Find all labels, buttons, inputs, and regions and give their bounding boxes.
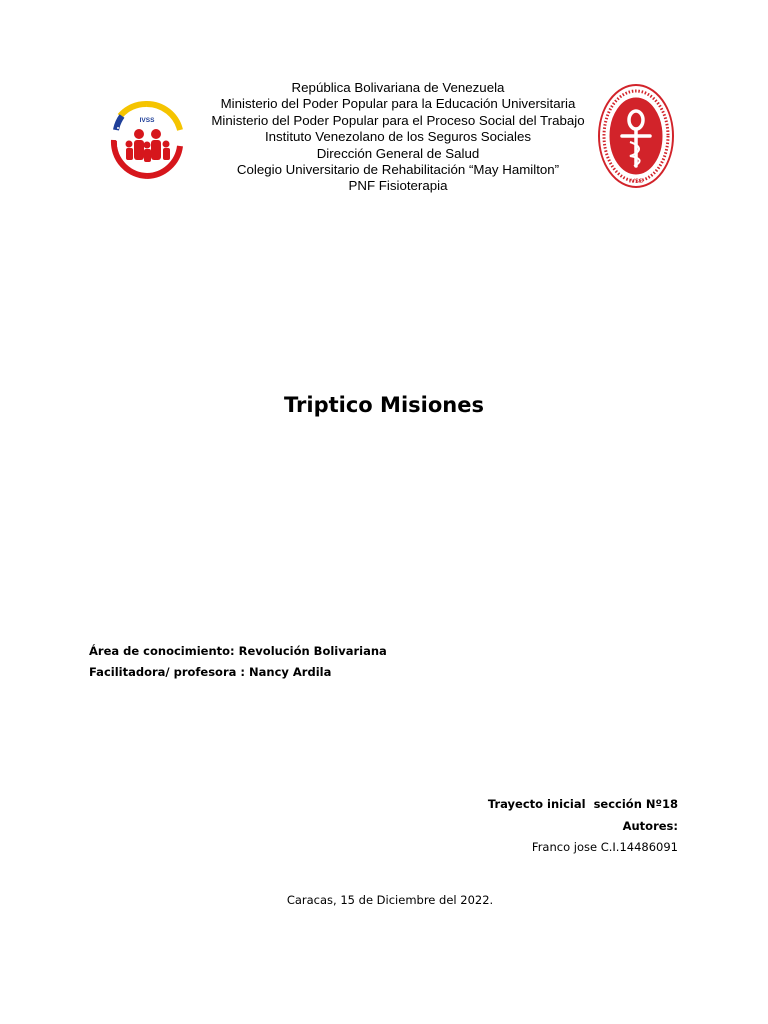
facilitator: Facilitadora/ profesora : Nancy Ardila (89, 665, 332, 679)
header-line: Colegio Universitario de Rehabilitación “May Hamilton” (236, 162, 560, 178)
header-line: Instituto Venezolano de los Seguros Sociales (264, 129, 532, 145)
header-line: PNF Fisioterapia (348, 178, 448, 194)
place-date: Caracas, 15 de Diciembre del 2022. (286, 893, 494, 907)
header-line: Ministerio del Poder Popular para el Proceso Social del Trabajo (211, 112, 585, 128)
header-line: Dirección General de Salud (316, 145, 480, 161)
svg-text:IVSS: IVSS (629, 179, 643, 185)
header-line: República Bolivariana de Venezuela (291, 80, 505, 95)
knowledge-area: Área de conocimiento: Revolución Bolivariana (89, 644, 387, 658)
document-title: Triptico Misiones (284, 393, 484, 417)
authors-label: Autores: (622, 818, 678, 833)
author-name: Franco jose C.I.14486091 (531, 840, 678, 854)
authors-block (488, 794, 678, 859)
header-line: Ministerio del Poder Popular para la Educación Universitaria (220, 96, 576, 112)
svg-text:IVSS: IVSS (139, 117, 155, 124)
college-seal-icon (596, 82, 676, 190)
ivss-logo-icon (110, 100, 184, 180)
institution-header (190, 80, 606, 195)
course-info (89, 641, 387, 683)
trayecto-section: Trayecto inicial sección Nº18 (487, 797, 678, 811)
